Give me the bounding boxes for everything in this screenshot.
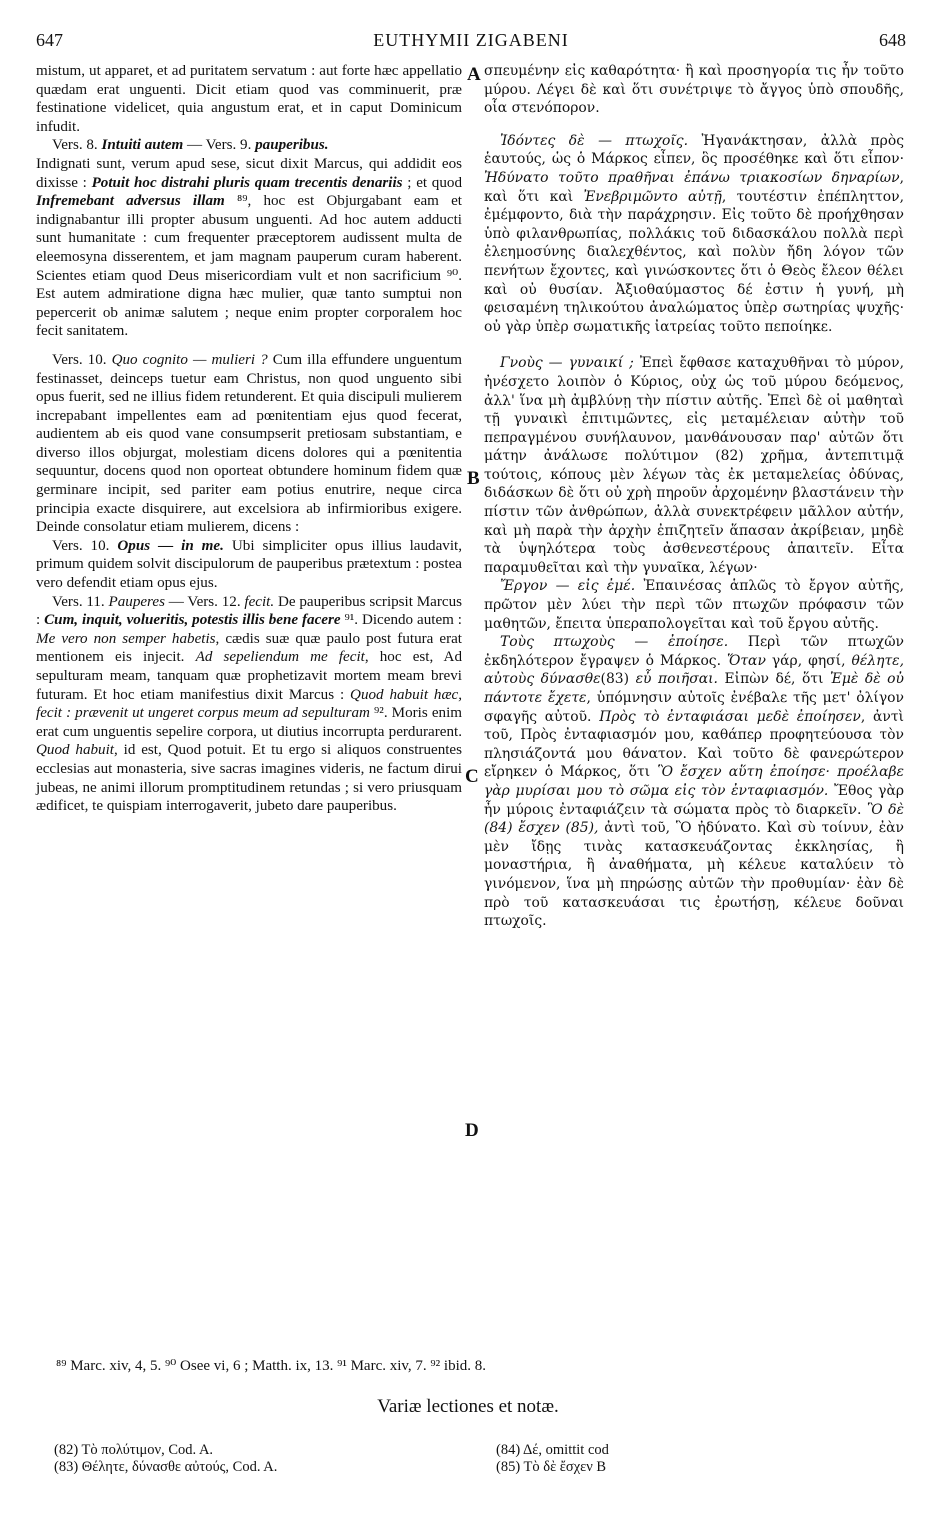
varia-title: Variæ lectiones et notæ. bbox=[377, 1396, 559, 1417]
footnotes: ⁸⁹ Marc. xiv, 4, 5. ⁹⁰ Osee vi, 6 ; Matth. ix, 13. ⁹¹ Marc. xiv, 7. ⁹² ibid. 8. bbox=[56, 1358, 486, 1374]
varia-note: (83) Θέλητε, δύνασθε αὐτούς, Cod. A. bbox=[54, 1459, 278, 1475]
latin-paragraph: Vers. 11. Pauperes — Vers. 12. fecit. De pauperibus scripsit Marcus : Cum, inquit, volueritis, potestis illis bene facere ⁹¹. Dicendo autem : Me vero non semper habetis, cædis suæ quæ paulo post futura erat mentionem eis injecit. Ad sepeliendum me fecit, hoc est, Ad sepulturam meam, tanquam quæ prophetizavit mortem meam brevi futuram. Et hoc etiam manifestius dixit Marcus : Quod habuit hæc, fecit : prævenit ut ungeret corpus meum ad sepulturam ⁹². Moris enim erat cum unguentis sepelire corpora, ut diutius incorrupta perdurarent. Quod habuit, id est, Quod potuit. Et tu ergo si aliquos construentes ecclesias aut monasteria, sive sacras imagines videris, ne factum dirui jubeas, ne animi illorum promptitudinem retundas ; si vero priusquam ædificet, te quispiam interrogaverit, jubeto dare pauperibus. bbox=[36, 593, 463, 815]
section-marker-a: A bbox=[467, 64, 481, 85]
page-header bbox=[36, 30, 906, 56]
latin-paragraph: Vers. 10. Opus — in me. Ubi simpliciter opus illius laudavit, primum quidem solvit discipulorum de pauperibus prætextum : postea vero defendit etiam opus ejus. bbox=[36, 537, 463, 592]
varia-note: (82) Τὸ πολύτιμον, Cod. A. bbox=[54, 1442, 214, 1458]
varia-note: (85) Τὸ δὲ ἔσχεν B bbox=[496, 1459, 607, 1475]
page-number-right: 648 bbox=[879, 30, 906, 50]
greek-column bbox=[484, 62, 904, 931]
varia-right bbox=[496, 1442, 609, 1476]
section-marker-d: D bbox=[465, 1120, 479, 1141]
latin-paragraph: Vers. 10. Quo cognito — mulieri ? Cum illa effundere unguentum festinasset, deinceps tuetur eam Christus, non quod unguento sibi opus fuerit, sed ne illius fidem retunderent. Et quia discipuli mulierem increpabant impellentes eam ad pœnitentiam ejus quod fecerat, audientem ab eis quod vane consumpserit pretiosam substantiam, e diverso illos objurgat, molestiam dicens dolores qui a pœnitentia sequuntur, docens quod non oporteat obtundere hominum fidem quæ germinare incipit, sed pariter eam potius enutrire, neque circa principia exacte disquirere, aut excelsiora ab infirmioribus exigere. Deinde consolatur etiam mulierem, dicens : bbox=[36, 351, 462, 536]
greek-paragraph: Τοὺς πτωχοὺς — ἐποίησε. Περὶ τῶν πτωχῶν ἐκδηλότερον ἔγραψεν ὁ Μάρκος. Ὅταν γάρ, φησί, θέλητε, αὐτοὺς δύνασθε(83) εὖ ποιῆσαι. Εἰπὼν δέ, ὅτι Ἐμὲ δὲ οὐ πάντοτε ἔχετε, ὑπόμνησιν αὐτοῖς ἐνέβαλε τῆς μετ' ὀλίγον σφαγῆς αὐτοῦ. Πρὸς τὸ ἐνταφιάσαι μεδὲ ἐποίησεν, ἀντὶ τοῦ, Πρὸς ἐνταφιασμόν μου, καθάπερ προφητεύουσα τὸν πλησιάζοντά μου θάνατον. Καὶ τοῦτο δὲ φανερώτερον εἴρηκεν ὁ Μάρκος, ὅτι Ὃ ἔσχεν αὕτη ἐποίησε· προέλαβε γὰρ μυρίσαι μου τὸ σῶμα εἰς τὸν ἐνταφιασμόν. Ἔθος γὰρ ἦν μύροις ἐνταφιάζειν τὰ σώματα πρὸς τὸ διαρκεῖν. Ὃ δὲ (84) ἔσχεν (85), ἀντὶ τοῦ, Ὃ ἠδύνατο. Καὶ σὺ τοίνυν, ἐὰν μὲν ἴδῃς τινὰς κατασκευάζοντας ἐκκλησίας, ἢ μοναστήρια, ἢ ἀναθήματα, μὴ κέλευε καταλύειν τὸ γινόμενον, ἵνα μὴ πηρώσῃς αὐτῶν τὴν προθυμίαν· ἐὰν δὲ πρὸ τοῦ κατασκευάσαι τις ἐρωτήσῃ, κέλευε δοῦναι πτωχοῖς. bbox=[484, 634, 904, 930]
greek-paragraph: Ἰδόντες δὲ — πτωχοῖς. Ἠγανάκτησαν, ἀλλὰ πρὸς ἑαυτούς, ὡς ὁ Μάρκος εἶπεν, ὃς προσέθηκε καὶ ὅτι εἶπον· Ἠδύνατο τοῦτο πραθῆναι ἐπάνω τριακοσίων δηναρίων, καὶ ὅτι καὶ Ἐνεβριμῶντο αὐτῇ, τουτέστιν ἐπέπληττον, ἐμέμφοντο, διὰ τὴν παράχρησιν. Εἰς τοῦτο δὲ προήχθησαν ὑπὸ φιλανθρωπίας, πολλάκις τοῦ διδασκάλου πολλὰ περὶ ἐλεημοσύνης διαλεχθέντος, καὶ πολὺν ἤδη λόγον τῶν πενήτων ἔχοντες, καὶ γινώσκοντες ὅτι ὁ Θεὸς ἔλεον θέλει καὶ οὐ θυσίαν. Ἀξιοθαύμαστος δέ ἐστιν ἡ γυνή, μὴ φεισαμένη τηλικούτου ἀναλώματος ὑπὲρ σωτηρίας ψυχῆς· οὐ γὰρ ὑπὲρ σωματικῆς ἰατρείας τοῦτο πεποίηκε. bbox=[484, 132, 904, 335]
varia-left bbox=[54, 1442, 277, 1476]
latin-paragraph: Indignati sunt, verum apud sese, sicut dixit Marcus, qui addidit eos dixisse : Potuit hoc distrahi pluris quam trecentis denariis ; et quod Infremebant adversus illam ⁸⁹, hoc est Objurgabant eam et indignabantur illi propter abusum unguenti. Ad hoc autem adducti sunt humanitate : cum frequenter præceptorem audissent multa de eleemosyna disserentem, et jam magnam pauperum curam haberent. Scientes etiam quod Deus misericordiam vult et non sacrificium ⁹⁰. Est autem admiratione digna hæc mulier, quæ tanto sumptui non pepercerit ob animæ salutem ; neque enim propter corporalem hoc fecit sanitatem. bbox=[36, 155, 462, 340]
section-marker-b: B bbox=[467, 468, 480, 489]
greek-paragraph: Ἔργον — εἰς ἐμέ. Ἐπαινέσας ἁπλῶς τὸ ἔργον αὐτῆς, πρῶτον μὲν λύει τὴν περὶ τῶν πτωχῶν πρόφασιν τῶν μαθητῶν, ἔπειτα ὑπεραπολογεῖται καὶ τοῦ ἔργου αὐτῆς. bbox=[484, 578, 905, 632]
greek-paragraph: σπευμένην εἰς καθαρότητα· ἢ καὶ προσηγορία τις ἦν τοῦτο μύρου. Λέγει δὲ καὶ ὅτι συνέτριψε τὸ ἄγγος ὑπὸ σπουδῆς, οἷα στενόπορον. bbox=[484, 63, 904, 117]
varia-note: (84) Δέ, omittit cod bbox=[496, 1442, 609, 1458]
greek-paragraph: Γνοὺς — γυναικί ; Ἐπεὶ ἔφθασε καταχυθῆναι τὸ μύρον, ἠνέσχετο λοιπὸν ὁ Κύριος, οὐχ ὡς τοῦ μύρου δεόμενος, ἀλλ' ἵνα μὴ ἀμβλύνῃ τὴν πίστιν αὐτῆς. Ἐπεὶ δὲ οἱ μαθηταὶ τῇ γυναικὶ ἐπιτιμῶντες, εἰς μεταμέλειαν αὐτὴν τοῦ πεπραγμένου συνήλαυνον, μανθάνουσαν παρ' αὐτῶν ὅτι μάτην ἀνάλωσε πολύτιμον (82) χρῆμα, ἀντεπιτιμᾷ τούτοις, κόπους μὲν λέγων τὰς ἐκ μεταμελείας ὀδύνας, διδάσκων δὲ ὅτι οὐ χρὴ πηροῦν ἀρχομένην βλαστάνειν τὴν πίστιν τῶν ἀνθρώπων, ἀλλὰ συνεκτρέφειν μᾶλλον αὐτήν, καὶ μὴ παρὰ τὴν ἀρχὴν ἐπιζητεῖν ἅπασαν ἀκρίβειαν, μηδὲ τὰ ὑψηλότερα τοὺς ἀσθενεστέρους ἀπαιτεῖν. Εἶτα παραμυθεῖται καὶ τὴν γυναῖκα, λέγων· bbox=[484, 355, 904, 576]
latin-column bbox=[36, 62, 462, 816]
page-number-left: 647 bbox=[36, 30, 63, 50]
latin-verse-heading: Vers. 8. Intuiti autem — Vers. 9. pauperibus. bbox=[52, 137, 329, 154]
latin-paragraph: mistum, ut apparet, et ad puritatem servatum : aut forte hæc appellatio quædam erat unguenti. Dicit etiam quod vas comminuerit, præ festinatione videlicet, quia angustum erat, et in caput Dominicum infudit. bbox=[36, 63, 462, 135]
section-marker-c: C bbox=[465, 766, 479, 787]
running-title: EUTHYMII ZIGABENI bbox=[373, 30, 569, 50]
